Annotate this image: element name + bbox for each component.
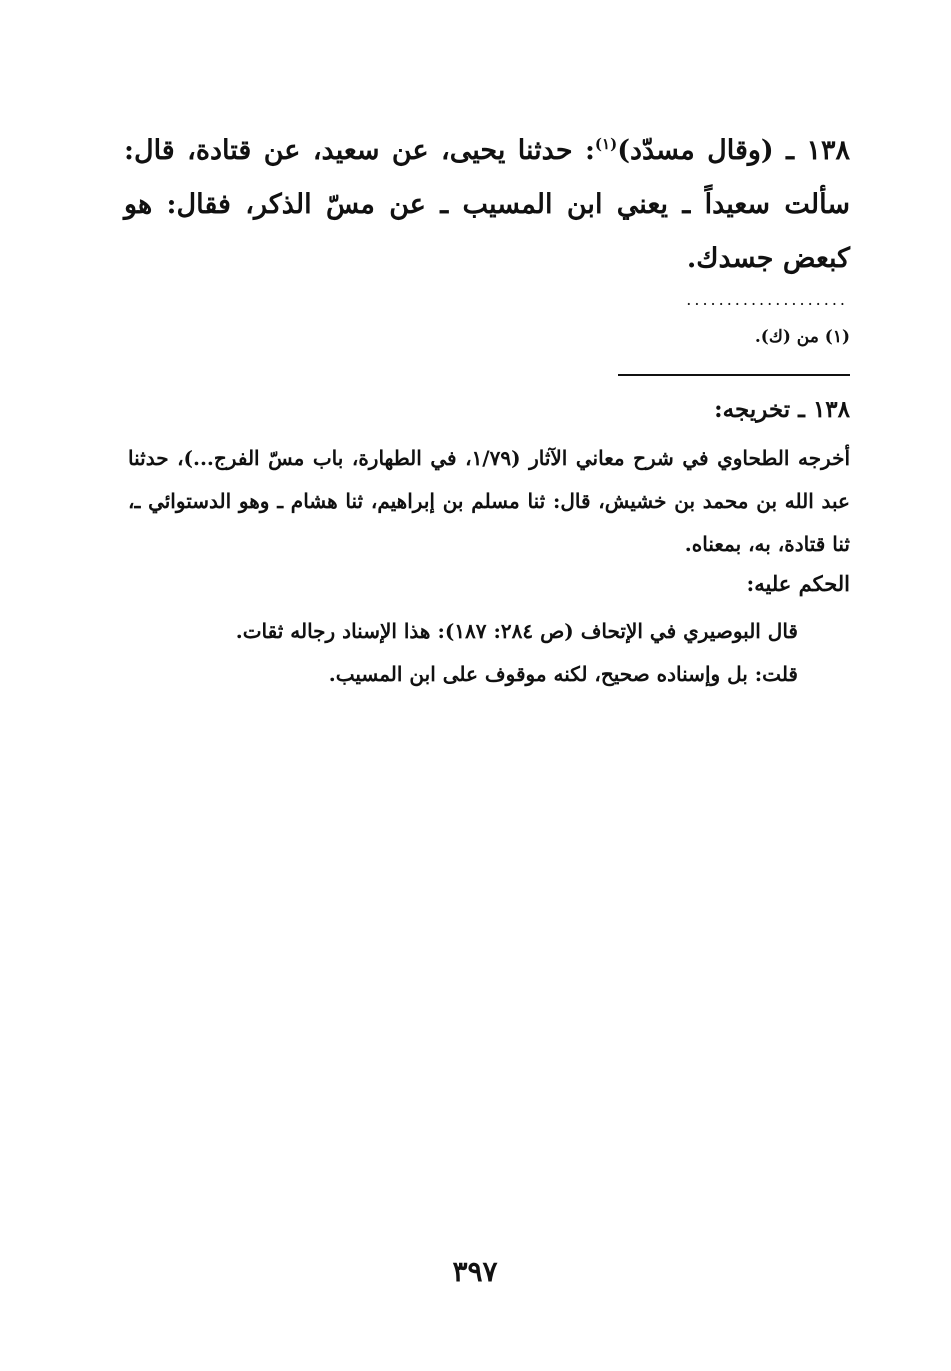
hadith-text-before-note: (وقال مسدّد) <box>617 135 774 166</box>
hadith-paragraph <box>124 124 850 286</box>
ruling-line-author: قلت: بل وإسناده صحيح، لكنه موقوف على ابن المسيب. <box>328 662 798 686</box>
section-divider <box>618 374 850 376</box>
hadith-dash: ـ <box>786 135 795 166</box>
page-number: ٣٩٧ <box>452 1255 498 1288</box>
takhrij-body: أخرجه الطحاوي في شرح معاني الآثار (١/٧٩، في الطهارة، باب مسّ الفرج...)، حدثنا عبد الله بن محمد بن خشيش، قال: ثنا مسلم بن إبراهيم، ثنا هشام ـ وهو الدستوائي ـ، ثنا قتادة، به، بمعناه. <box>128 446 851 556</box>
footnote-separator-dots: .................... <box>686 290 848 309</box>
hadith-text: : حدثنا يحيى، عن سعيد، عن قتادة، قال: سألت سعيداً ـ يعني ابن المسيب ـ عن مسّ الذكر، فقال: هو كبعض جسدك. <box>124 135 850 274</box>
footnote-marker: (١) <box>594 135 618 153</box>
ruling-line-busiri: قال البوصيري في الإتحاف (ص ٢٨٤: ١٨٧): هذا الإسناد رجاله ثقات. <box>235 619 798 643</box>
ruling-heading: الحكم عليه: <box>746 571 850 596</box>
takhrij-heading: ١٣٨ ـ تخريجه: <box>714 396 850 423</box>
hadith-number: ١٣٨ <box>806 135 851 166</box>
footnote-text: (١) من (ك). <box>754 327 850 347</box>
